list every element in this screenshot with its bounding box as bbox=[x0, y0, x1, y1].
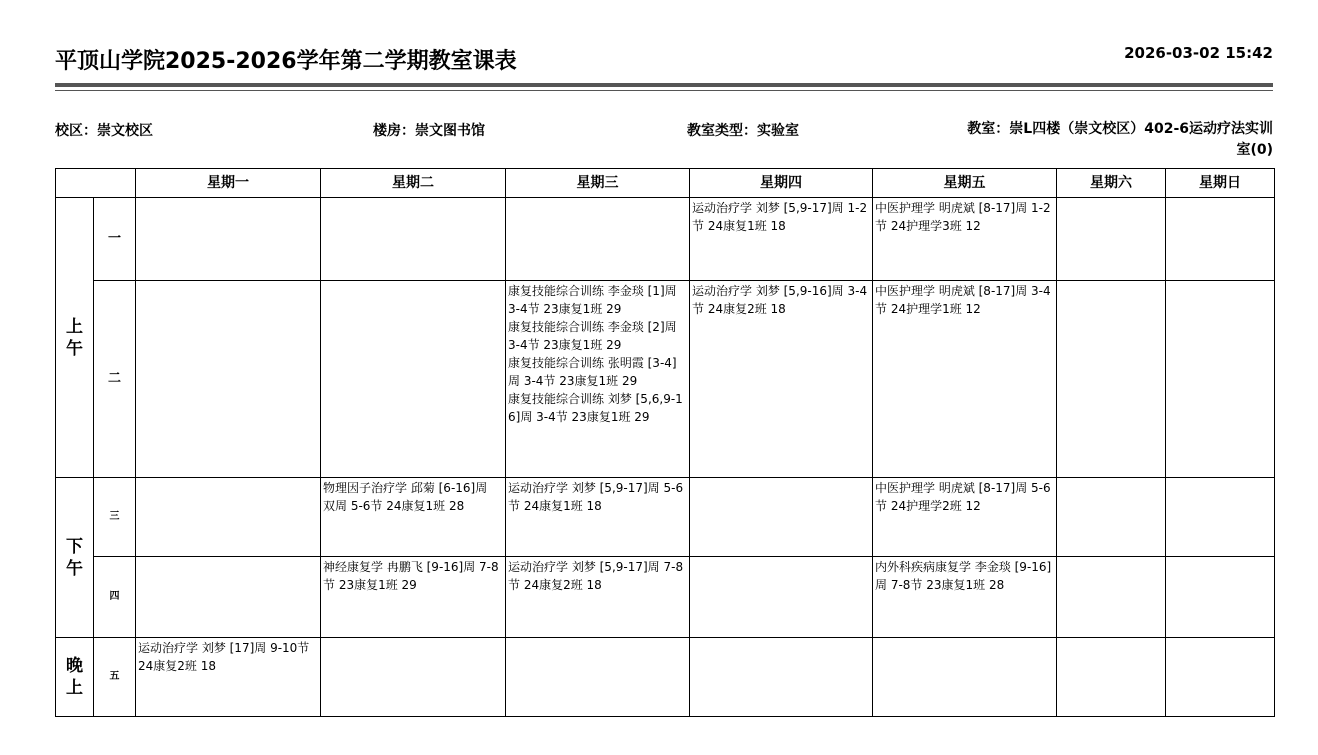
period-evening-char2: 上 bbox=[66, 678, 83, 698]
session-row-4 bbox=[56, 557, 1275, 638]
cell-s1-thu bbox=[690, 198, 873, 281]
course-entry: 内外科疾病康复学 李金琰 [9-16]周 7-8节 23康复1班 28 bbox=[875, 560, 1052, 592]
room-label bbox=[905, 119, 1273, 161]
cell-s2-tue bbox=[321, 281, 506, 478]
course-entry: 中医护理学 明虎斌 [8-17]周 1-2节 24护理学3班 12 bbox=[875, 201, 1051, 233]
course-entry: 中医护理学 明虎斌 [8-17]周 5-6节 24护理学2班 12 bbox=[875, 481, 1051, 513]
cell-s1-sat bbox=[1057, 198, 1166, 281]
cell-s4-thu bbox=[690, 557, 873, 638]
room-label-line2: 室(0) bbox=[1236, 142, 1273, 158]
session-label-1: 一 bbox=[94, 198, 136, 281]
course-entry: 运动治疗学 刘梦 [5,9-17]周 7-8节 24康复2班 18 bbox=[508, 560, 684, 592]
session-label-5: 五 bbox=[94, 638, 136, 717]
session-row-1 bbox=[56, 198, 1275, 281]
cell-s5-fri bbox=[873, 638, 1057, 717]
cell-s4-tue bbox=[321, 557, 506, 638]
cell-s1-sun bbox=[1166, 198, 1275, 281]
period-afternoon-char2: 午 bbox=[66, 558, 83, 579]
day-header-wed: 星期三 bbox=[506, 169, 690, 198]
cell-s5-wed bbox=[506, 638, 690, 717]
cell-s4-wed bbox=[506, 557, 690, 638]
session-label-2: 二 bbox=[94, 281, 136, 478]
cell-s3-sun bbox=[1166, 478, 1275, 557]
session-row-3 bbox=[56, 478, 1275, 557]
period-afternoon-char1: 下 bbox=[66, 536, 83, 557]
cell-s1-fri bbox=[873, 198, 1057, 281]
period-morning-char1: 上 bbox=[66, 316, 83, 337]
corner-cell bbox=[56, 169, 136, 198]
session-label-3: 三 bbox=[94, 478, 136, 557]
cell-s4-sun bbox=[1166, 557, 1275, 638]
day-header-mon: 星期一 bbox=[136, 169, 321, 198]
building-label: 楼房：崇文图书馆 bbox=[373, 123, 485, 139]
period-morning-char2: 午 bbox=[66, 338, 83, 359]
cell-s3-mon bbox=[136, 478, 321, 557]
course-entry: 物理因子治疗学 邱菊 [6-16]周 双周 5-6节 24康复1班 28 bbox=[323, 481, 488, 513]
day-header-fri: 星期五 bbox=[873, 169, 1057, 198]
header-rule-thick bbox=[55, 83, 1273, 87]
cell-s2-thu bbox=[690, 281, 873, 478]
campus-label: 校区：崇文校区 bbox=[55, 123, 153, 139]
cell-s4-sat bbox=[1057, 557, 1166, 638]
course-entry: 运动治疗学 刘梦 [17]周 9-10节 24康复2班 18 bbox=[138, 641, 310, 673]
schedule-table bbox=[55, 168, 1275, 717]
cell-s1-tue bbox=[321, 198, 506, 281]
page-title: 平顶山学院2025-2026学年第二学期教室课表 bbox=[55, 49, 517, 74]
course-entry: 运动治疗学 刘梦 [5,9-16]周 3-4节 24康复2班 18 bbox=[692, 284, 868, 316]
cell-s5-sat bbox=[1057, 638, 1166, 717]
cell-s5-mon bbox=[136, 638, 321, 717]
day-header-sat: 星期六 bbox=[1057, 169, 1166, 198]
day-header-tue: 星期二 bbox=[321, 169, 506, 198]
period-afternoon bbox=[56, 478, 94, 638]
cell-s5-sun bbox=[1166, 638, 1275, 717]
course-entry: 运动治疗学 刘梦 [5,9-17]周 1-2节 24康复1班 18 bbox=[692, 201, 868, 233]
cell-s2-mon bbox=[136, 281, 321, 478]
course-entry: 中医护理学 明虎斌 [8-17]周 3-4节 24护理学1班 12 bbox=[875, 284, 1051, 316]
cell-s3-tue bbox=[321, 478, 506, 557]
period-evening bbox=[56, 638, 94, 717]
cell-s3-fri bbox=[873, 478, 1057, 557]
course-entry: 康复技能综合训练 李金琰 [1]周 3-4节 23康复1班 29 康复技能综合训练 李金琰 [2]周 3-4节 23康复1班 29 康复技能综合训练 张明霞 [3-4]周 3-4节 23康复1班 29 康复技能综合训练 刘梦 [5,6,9-16]周 3-4节 23康复1班 29 bbox=[508, 284, 683, 424]
cell-s4-mon bbox=[136, 557, 321, 638]
day-header-sun: 星期日 bbox=[1166, 169, 1275, 198]
header-rule-thin bbox=[55, 90, 1273, 91]
cell-s2-sat bbox=[1057, 281, 1166, 478]
course-entry: 神经康复学 冉鹏飞 [9-16]周 7-8节 23康复1班 29 bbox=[323, 560, 499, 592]
cell-s3-thu bbox=[690, 478, 873, 557]
cell-s3-wed bbox=[506, 478, 690, 557]
session-label-4: 四 bbox=[94, 557, 136, 638]
cell-s2-fri bbox=[873, 281, 1057, 478]
room-type-label: 教室类型：实验室 bbox=[687, 123, 799, 139]
room-label-line1: 教室：崇L四楼（崇文校区）402-6运动疗法实训 bbox=[967, 121, 1273, 137]
cell-s3-sat bbox=[1057, 478, 1166, 557]
session-row-2 bbox=[56, 281, 1275, 478]
period-morning bbox=[56, 198, 94, 478]
cell-s2-sun bbox=[1166, 281, 1275, 478]
day-header-row bbox=[56, 169, 1275, 198]
cell-s2-wed bbox=[506, 281, 690, 478]
cell-s1-mon bbox=[136, 198, 321, 281]
print-datetime: 2026-03-02 15:42 bbox=[1124, 44, 1273, 62]
day-header-thu: 星期四 bbox=[690, 169, 873, 198]
cell-s4-fri bbox=[873, 557, 1057, 638]
period-evening-char1: 晚 bbox=[66, 656, 83, 676]
session-row-5 bbox=[56, 638, 1275, 717]
cell-s5-thu bbox=[690, 638, 873, 717]
course-entry: 运动治疗学 刘梦 [5,9-17]周 5-6节 24康复1班 18 bbox=[508, 481, 684, 513]
cell-s1-wed bbox=[506, 198, 690, 281]
cell-s5-tue bbox=[321, 638, 506, 717]
